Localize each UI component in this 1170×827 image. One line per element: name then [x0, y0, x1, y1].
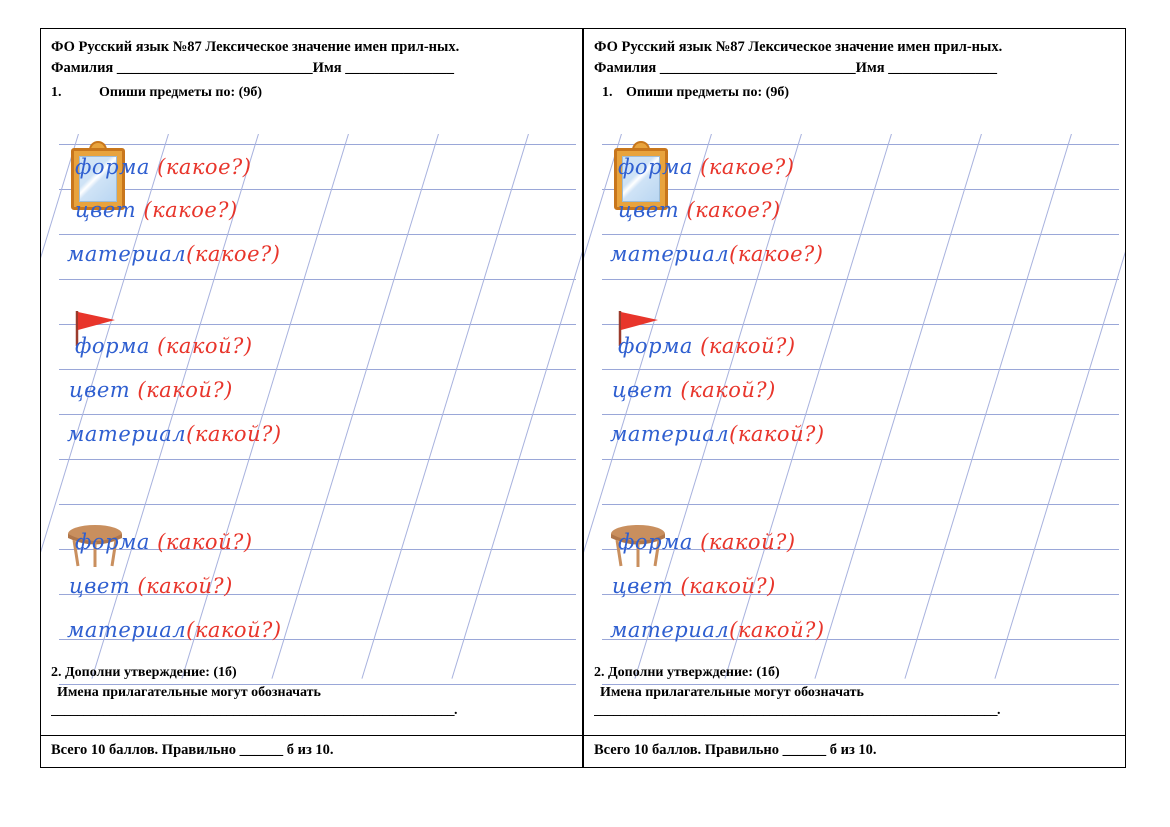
handwriting-line	[610, 422, 825, 446]
hand-red: (какое?)	[186, 242, 281, 266]
hand-blue: форма	[618, 155, 701, 179]
hand-red: (какое?)	[143, 198, 238, 222]
handwriting-line	[612, 378, 776, 402]
handwriting-line	[618, 155, 794, 179]
hand-red: (какой?)	[157, 530, 253, 554]
hand-red: (какой?)	[680, 378, 776, 402]
hand-red: (какое?)	[700, 155, 795, 179]
handwriting-line	[618, 530, 796, 554]
worksheet-pair	[40, 28, 1126, 768]
handwriting-line	[75, 198, 238, 222]
task-2-number: 2.	[594, 665, 605, 680]
handwriting-line	[618, 334, 796, 358]
worksheet-title: ФО Русский язык №87 Лексическое значение имен прил-ных.	[594, 39, 1003, 55]
hand-red: (какой?)	[137, 574, 233, 598]
handwriting-line	[610, 618, 825, 642]
task-2-heading	[51, 665, 572, 681]
hand-blue: форма	[618, 334, 701, 358]
hand-red: (какой?)	[186, 618, 282, 642]
task-1-heading	[594, 85, 1115, 101]
hand-red: (какой?)	[700, 530, 796, 554]
task-2-text: Дополни утверждение: (1б)	[65, 665, 237, 680]
handwriting-line	[75, 530, 253, 554]
hand-blue: материал	[67, 618, 187, 642]
task-1-text: Опиши предметы по: (9б)	[626, 85, 789, 101]
task-2-statement: Имена прилагательные могут обозначать	[600, 685, 864, 700]
handwriting-line	[69, 574, 233, 598]
hand-blue: материал	[67, 242, 187, 266]
hand-blue: материал	[610, 242, 730, 266]
task-1-number: 1.	[602, 85, 613, 101]
hand-blue: материал	[67, 422, 187, 446]
handwriting-line	[67, 422, 282, 446]
hand-blue: цвет	[618, 198, 687, 222]
hand-blue: цвет	[612, 574, 681, 598]
hand-blue: форма	[618, 530, 701, 554]
copybook-area-left	[41, 134, 582, 694]
task-1-heading	[51, 85, 572, 101]
student-name-line: Фамилия ___________________________Имя _______________	[51, 60, 455, 77]
hand-blue: форма	[75, 334, 158, 358]
hand-red: (какой?)	[700, 334, 796, 358]
task-1-number: 1.	[51, 85, 62, 101]
handwriting-line	[75, 334, 253, 358]
handwriting-line	[67, 618, 282, 642]
task-2-answer-blank[interactable]: ______________________________________________________________.	[51, 703, 457, 718]
hand-red: (какой?)	[186, 422, 282, 446]
task-2-block	[594, 665, 1115, 719]
task-1-text: Опиши предметы по: (9б)	[99, 85, 262, 101]
handwriting-line	[610, 242, 823, 266]
hand-red: (какое?)	[157, 155, 252, 179]
hand-blue: форма	[75, 530, 158, 554]
student-name-line: Фамилия ___________________________Имя _______________	[594, 60, 998, 77]
worksheet-copy-right	[583, 28, 1126, 768]
hand-blue: цвет	[69, 378, 138, 402]
hand-red: (какой?)	[137, 378, 233, 402]
worksheet-copy-left	[40, 28, 583, 768]
copybook-area-right	[584, 134, 1125, 694]
hand-blue: цвет	[75, 198, 144, 222]
hand-red: (какой?)	[729, 618, 825, 642]
hand-blue: форма	[75, 155, 158, 179]
worksheet-title: ФО Русский язык №87 Лексическое значение имен прил-ных.	[51, 39, 460, 55]
handwriting-line	[67, 242, 280, 266]
hand-red: (какое?)	[686, 198, 781, 222]
total-score-line[interactable]: Всего 10 баллов. Правильно ______ б из 10.	[584, 735, 1125, 767]
hand-blue: цвет	[612, 378, 681, 402]
total-score-line[interactable]: Всего 10 баллов. Правильно ______ б из 10.	[41, 735, 582, 767]
hand-red: (какое?)	[729, 242, 824, 266]
handwriting-line	[612, 574, 776, 598]
task-2-heading	[594, 665, 1115, 681]
task-2-statement: Имена прилагательные могут обозначать	[57, 685, 321, 700]
hand-blue: цвет	[69, 574, 138, 598]
task-2-answer-blank[interactable]: ______________________________________________________________.	[594, 703, 1000, 718]
handwriting-line	[69, 378, 233, 402]
task-2-text: Дополни утверждение: (1б)	[608, 665, 780, 680]
task-2-block	[51, 665, 572, 719]
hand-blue: материал	[610, 422, 730, 446]
hand-red: (какой?)	[157, 334, 253, 358]
hand-red: (какой?)	[729, 422, 825, 446]
handwriting-line	[75, 155, 251, 179]
task-2-number: 2.	[51, 665, 62, 680]
handwriting-line	[618, 198, 781, 222]
hand-red: (какой?)	[680, 574, 776, 598]
hand-blue: материал	[610, 618, 730, 642]
